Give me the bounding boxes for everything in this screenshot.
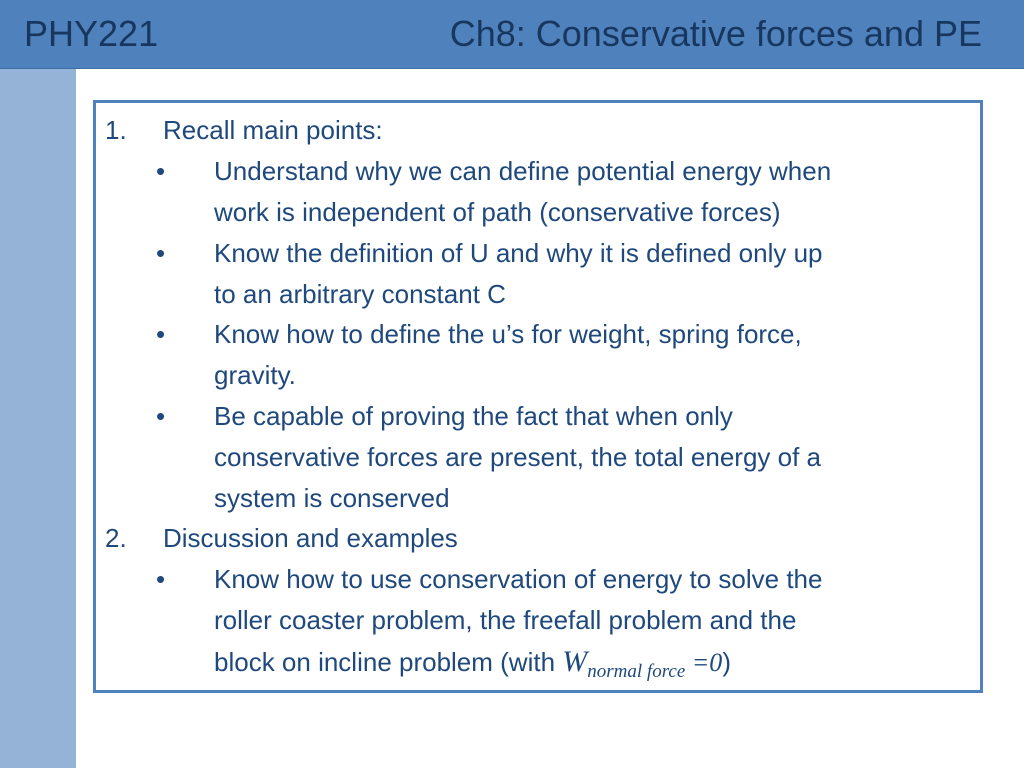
- bullet-text-line: Be capable of proving the fact that when only: [214, 401, 733, 431]
- course-code: PHY221: [24, 13, 159, 54]
- bullet-text-line: system is conserved: [214, 483, 450, 513]
- list-item-label: Discussion and examples: [163, 523, 458, 553]
- bullet-text-line: conservative forces are present, the total energy of a: [214, 442, 822, 472]
- bullet-text-line: Know how to define the u’s for weight, spring force,: [214, 319, 802, 349]
- bullet-icon: •: [156, 156, 166, 186]
- bullet-text-line: Know the definition of U and why it is defined only up: [214, 238, 823, 268]
- bullet-text-line: gravity.: [214, 360, 296, 390]
- bullet-text-line: Understand why we can define potential energy when: [214, 156, 832, 186]
- math-equals-zero: =0: [685, 648, 723, 677]
- bullet-text-line: work is independent of path (conservative forces): [214, 197, 781, 227]
- bullet-text-line-with-math: [214, 641, 731, 692]
- math-subscript: normal force: [587, 661, 686, 683]
- bullet-text-line: roller coaster problem, the freefall problem and the: [214, 605, 797, 635]
- list-number: 2.: [105, 523, 127, 553]
- bullet-text-fragment: block on incline problem (with: [214, 647, 563, 677]
- list-number: 1.: [105, 115, 127, 145]
- sidebar-accent: [0, 69, 76, 768]
- bullet-text-line: Know how to use conservation of energy to solve the: [214, 564, 823, 594]
- closing-paren: ): [722, 647, 731, 677]
- math-work-symbol: W: [562, 645, 588, 678]
- slide-title: Ch8: Conservative forces and PE: [449, 13, 982, 54]
- bullet-icon: •: [156, 401, 166, 431]
- bullet-text-line: to an arbitrary constant C: [214, 279, 506, 309]
- bullet-icon: •: [156, 238, 166, 268]
- title-bar: [0, 0, 1024, 69]
- bullet-icon: •: [156, 564, 166, 594]
- bullet-icon: •: [156, 319, 166, 349]
- list-item-label: Recall main points:: [163, 115, 383, 145]
